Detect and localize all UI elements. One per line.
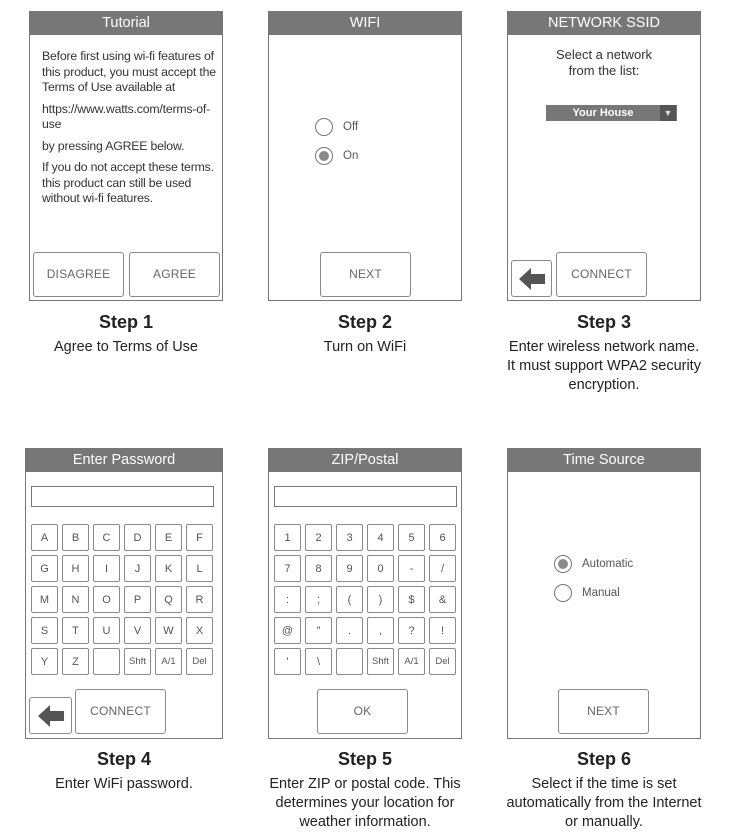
keyboard-key[interactable]: 9 — [336, 555, 363, 582]
keyboard-key[interactable]: $ — [398, 586, 425, 613]
keyboard-key[interactable]: Del — [186, 648, 213, 675]
terms-paragraph: by pressing AGREE below. — [42, 138, 185, 153]
keyboard-key[interactable]: B — [62, 524, 89, 551]
wifi-on-option[interactable] — [315, 147, 358, 165]
terms-text — [42, 49, 224, 213]
keyboard-key[interactable]: 0 — [367, 555, 394, 582]
terms-url: https://www.watts.com/terms-of-use — [42, 101, 211, 131]
prompt-line: from the list: — [568, 63, 640, 78]
ok-button[interactable]: OK — [317, 689, 408, 734]
connect-button[interactable]: CONNECT — [556, 252, 647, 297]
selected-network: Your House — [572, 107, 634, 119]
off-label: Off — [343, 121, 359, 133]
keyboard-key[interactable]: . — [336, 617, 363, 644]
keyboard-key[interactable]: V — [124, 617, 151, 644]
desc-line: Enter ZIP or postal code. This — [269, 776, 461, 792]
back-button[interactable] — [29, 697, 72, 734]
step-2-label: Step 2 — [337, 312, 393, 332]
desc-line: encryption. — [568, 377, 640, 393]
automatic-label: Automatic — [582, 558, 634, 570]
network-dropdown[interactable] — [546, 105, 677, 121]
step-5-description — [240, 775, 490, 832]
time-source-title: Time Source — [508, 449, 700, 472]
keyboard-key[interactable]: ; — [305, 586, 332, 613]
time-source-screen — [507, 448, 701, 739]
keyboard-key[interactable]: - — [398, 555, 425, 582]
keyboard-key[interactable]: N — [62, 586, 89, 613]
keyboard-key[interactable]: K — [155, 555, 182, 582]
prompt-line: Select a network — [555, 47, 653, 62]
step-3-label: Step 3 — [576, 312, 632, 332]
automatic-option[interactable] — [554, 555, 633, 573]
step-5-label: Step 5 — [337, 749, 393, 769]
keyboard-key[interactable]: 7 — [274, 555, 301, 582]
agree-button[interactable]: AGREE — [129, 252, 220, 297]
zip-input[interactable] — [274, 486, 457, 507]
desc-line: Enter WiFi password. — [55, 776, 193, 792]
desc-line: automatically from the Internet — [506, 795, 702, 811]
keyboard-key[interactable]: Del — [429, 648, 456, 675]
wifi-off-option[interactable] — [315, 118, 358, 136]
keyboard-key[interactable]: & — [429, 586, 456, 613]
keyboard-key[interactable]: Shft — [124, 648, 151, 675]
keyboard-key[interactable]: O — [93, 586, 120, 613]
keyboard-key[interactable]: A/1 — [155, 648, 182, 675]
desc-line: Turn on WiFi — [323, 339, 407, 355]
terms-paragraph: Before first using wi-fi features of this product, you must accept the Terms of Use available at — [42, 49, 216, 94]
tutorial-screen — [29, 11, 223, 301]
keyboard-key[interactable]: T — [62, 617, 89, 644]
tutorial-title: Tutorial — [30, 12, 222, 35]
step-4-description — [4, 775, 244, 794]
keyboard-key[interactable]: 2 — [305, 524, 332, 551]
keyboard-key[interactable]: 4 — [367, 524, 394, 551]
manual-option[interactable] — [554, 584, 620, 602]
password-title: Enter Password — [26, 449, 222, 472]
keyboard-key[interactable]: : — [274, 586, 301, 613]
keyboard-key[interactable]: Y — [31, 648, 58, 675]
disagree-button[interactable]: DISAGREE — [33, 252, 124, 297]
step-6-description — [474, 775, 734, 832]
keyboard-key[interactable]: " — [305, 617, 332, 644]
next-button[interactable]: NEXT — [558, 689, 649, 734]
desc-line: or manually. — [565, 814, 643, 830]
terms-paragraph: If you do not accept these terms. this product can still be used without wi-fi features. — [42, 160, 214, 205]
keyboard-key[interactable]: H — [62, 555, 89, 582]
password-input[interactable] — [31, 486, 214, 507]
keyboard-key[interactable]: ( — [336, 586, 363, 613]
keyboard-key-blank[interactable] — [93, 648, 120, 675]
ssid-prompt — [508, 47, 700, 79]
step-3-description — [474, 338, 734, 395]
zip-title: ZIP/Postal — [269, 449, 461, 472]
desc-line: Select if the time is set — [531, 776, 677, 792]
back-button[interactable] — [511, 260, 552, 297]
keyboard-key[interactable]: \ — [305, 648, 332, 675]
step-1-label: Step 1 — [98, 312, 154, 332]
desc-line: Enter wireless network name. — [508, 339, 700, 355]
keyboard-key[interactable]: U — [93, 617, 120, 644]
keyboard-key[interactable]: F — [186, 524, 213, 551]
step-1-description — [9, 338, 243, 357]
keyboard-key[interactable]: ' — [274, 648, 301, 675]
keyboard-key-blank[interactable] — [336, 648, 363, 675]
desc-line: Agree to Terms of Use — [54, 339, 198, 355]
keyboard-key[interactable]: J — [124, 555, 151, 582]
desc-line: determines your location for — [275, 795, 455, 811]
keyboard-key[interactable]: X — [186, 617, 213, 644]
keyboard-key[interactable]: W — [155, 617, 182, 644]
keyboard-key[interactable]: @ — [274, 617, 301, 644]
connect-button[interactable]: CONNECT — [75, 689, 166, 734]
keyboard-key[interactable]: A — [31, 524, 58, 551]
back-arrow-icon — [519, 268, 545, 290]
step-4-label: Step 4 — [96, 749, 152, 769]
step-6-label: Step 6 — [576, 749, 632, 769]
keyboard-key[interactable]: , — [367, 617, 394, 644]
keyboard-key[interactable]: Q — [155, 586, 182, 613]
keyboard-key[interactable]: Z — [62, 648, 89, 675]
back-arrow-icon — [38, 705, 64, 727]
keyboard-key[interactable]: R — [186, 586, 213, 613]
keyboard-key[interactable]: I — [93, 555, 120, 582]
keyboard-key[interactable]: A/1 — [398, 648, 425, 675]
step-2-description — [248, 338, 482, 357]
zip-screen — [268, 448, 462, 739]
keyboard-key[interactable]: 3 — [336, 524, 363, 551]
radio-off[interactable] — [315, 118, 333, 136]
keyboard-key[interactable]: C — [93, 524, 120, 551]
keyboard-key[interactable]: ! — [429, 617, 456, 644]
keyboard-key[interactable]: M — [31, 586, 58, 613]
password-screen — [25, 448, 223, 739]
wifi-title: WIFI — [269, 12, 461, 35]
ssid-title: NETWORK SSID — [508, 12, 700, 35]
keyboard-key[interactable]: Shft — [367, 648, 394, 675]
manual-label: Manual — [582, 587, 620, 599]
keyboard-key[interactable]: G — [31, 555, 58, 582]
keyboard-key[interactable]: S — [31, 617, 58, 644]
keyboard-key[interactable]: ? — [398, 617, 425, 644]
radio-automatic-selected[interactable] — [554, 555, 572, 573]
desc-line: It must support WPA2 security — [507, 358, 701, 374]
keyboard-key[interactable]: / — [429, 555, 456, 582]
keyboard-key[interactable]: 5 — [398, 524, 425, 551]
ssid-screen — [507, 11, 701, 301]
keyboard-key[interactable]: E — [155, 524, 182, 551]
keyboard-key[interactable]: P — [124, 586, 151, 613]
keyboard-key[interactable]: 1 — [274, 524, 301, 551]
desc-line: weather information. — [299, 814, 431, 830]
keyboard-key[interactable]: L — [186, 555, 213, 582]
on-label: On — [343, 150, 359, 162]
keyboard-key[interactable]: ) — [367, 586, 394, 613]
wifi-screen — [268, 11, 462, 301]
radio-on-selected[interactable] — [315, 147, 333, 165]
radio-manual[interactable] — [554, 584, 572, 602]
keyboard-key[interactable]: D — [124, 524, 151, 551]
next-button[interactable]: NEXT — [320, 252, 411, 297]
keyboard-key[interactable]: 8 — [305, 555, 332, 582]
dropdown-arrow-icon[interactable]: ▼ — [660, 105, 676, 121]
keyboard-key[interactable]: 6 — [429, 524, 456, 551]
